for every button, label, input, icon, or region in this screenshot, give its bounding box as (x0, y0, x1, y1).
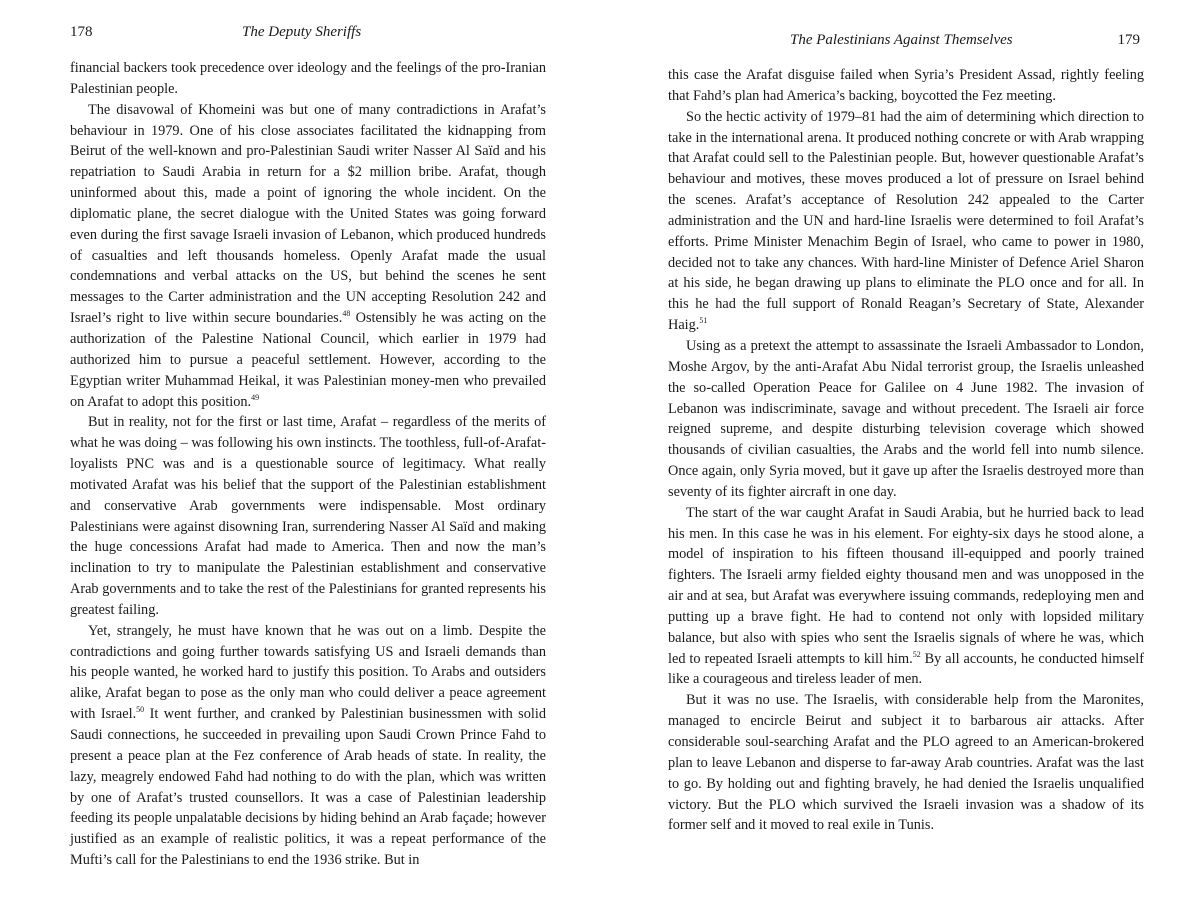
paragraph-text: But it was no use. The Israelis, with considerable help from the Maronites, managed to encircle Beirut and subject it to barbarous air attacks. After considerable soul-searching Arafat and the PLO agreed to an American-brokered plan to leave Lebanon and disperse to far-away Arab countries. Arafat was the last to go. By holding out and fighting bravely, he had denied the Israelis unqualified victory. But the PLO which survived the Israeli invasion was a shadow of its former self and it moved to real exile in Tunis. (668, 692, 1144, 834)
footnote-ref[interactable]: 52 (912, 649, 921, 659)
running-head: The Palestinians Against Themselves (790, 32, 1013, 48)
paragraph (70, 621, 546, 871)
footnote-ref[interactable]: 50 (136, 705, 145, 715)
paragraph-text: financial backers took precedence over ideology and the feelings of the pro-Iranian Palestinian people. (70, 60, 546, 97)
left-page-body (70, 58, 546, 871)
paragraph-text: The disavowal of Khomeini was but one of many contradictions in Arafat’s behaviour in 1979. One of his close associates facilitated the kidnapping from Beirut of the well-known and pro-Palestinian Saudi writer Nasser Al Saïd and his repatriation to Saudi Arabia in return for a $2 million bribe. Arafat, though uninformed about this, made a point of ignoring the whole incident. On the diplomatic plane, the secret dialogue with the United States was going forward even during the first savage Israeli invasion of Lebanon, which produced hundreds of casualties and left thousands homeless. Openly Arafat made the usual condemnations and verbal attacks on the US, but behind the scenes he sent messages to the Carter administration and the UN accepting Resolution 242 and Israel’s right to live within secure boundaries. (70, 101, 546, 327)
paragraph-text: Ostensibly he was acting on the authorization of the Palestine National Council, which earlier in 1979 had authorized him to pursue a peaceful settlement. However, according to the Egyptian writer Muhammad Heikal, it was Palestinian money-men who prevailed on Arafat to adopt this position. (70, 310, 546, 410)
paragraph-text: Using as a pretext the attempt to assassinate the Israeli Ambassador to London, Moshe Argov, by the anti-Arafat Abu Nidal terrorist group, the Israelis unleashed the so-called Operation Peace for Galilee on 4 June 1982. The invasion of Lebanon was indiscriminate, savage and without precedent. The Israeli air force reigned supreme, and despite disturbing television coverage which showed thousands of civilian casualties, the Arabs and the world fell into numb silence. Once again, only Syria moved, but it gave up after the Israelis destroyed more than seventy of its fighter aircraft in one day. (668, 337, 1144, 500)
left-page-header (70, 24, 546, 48)
paragraph-text: Yet, strangely, he must have known that he was out on a limb. Despite the contradictions and going further towards satisfying US and Israeli demands than his people wanted, he worked hard to justify this position. To Arabs and outsiders alike, Arafat began to pose as the only man who could deliver a peace agreement with Israel. (70, 622, 546, 723)
paragraph (668, 503, 1144, 691)
footnote-ref[interactable]: 49 (251, 392, 260, 402)
paragraph (668, 65, 1144, 107)
paragraph (668, 690, 1144, 836)
paragraph (668, 107, 1144, 336)
right-page-header (668, 32, 1144, 56)
running-head: The Deputy Sheriffs (242, 24, 362, 40)
paragraph-text: But in reality, not for the first or last time, Arafat – regardless of the merits of what he was doing – was following his own instincts. The toothless, full-of-Arafat-loyalists PNC was and is a questionable source of legitimacy. What really motivated Arafat was his belief that the support of the Palestinian establishment and conservative Arab governments were indispensable. Most ordinary Palestinians were against disowning Iran, surrendering Nasser Al Saïd and making the huge concessions Arafat had made to America. Then and now the man’s inclination to try to manipulate the Palestinian establishment and conservative Arab governments and to take the rest of the Palestinians for granted represents his greatest failing. (70, 414, 546, 618)
paragraph-text: By all accounts, he conducted himself like a courageous and tireless leader of men. (668, 650, 1144, 688)
paragraph (70, 412, 546, 620)
paragraph-text: It went further, and cranked by Palestinian businessmen with solid Saudi connections, he succeeded in prevailing upon Saudi Crown Prince Fahd to present a peace plan at the Fez conference of Arab heads of state. In reality, the lazy, meagrely endowed Fahd had nothing to do with the plan, which was written by one of Arafat’s trusted counsellors. It was a case of Palestinian leadership feeding its people unpalatable decisions by hiding behind an Arab façade; however justified as an example of realistic politics, it was a repeat performance of the Mufti’s call for the Palestinians to end the 1936 strike. But in (70, 706, 546, 869)
right-page-body (668, 65, 1144, 836)
footnote-ref[interactable]: 51 (699, 316, 708, 326)
paragraph (70, 58, 546, 100)
paragraph-text: So the hectic activity of 1979–81 had the aim of determining which direction to take in the international arena. It produced nothing concrete or with Arab wrapping that Arafat could sell to the Palestinian people. But, however questionable Arafat’s behaviour and motives, these moves produced a lot of pressure on Israel behind the scenes. Arafat’s acceptance of Resolution 242 appealed to the Carter administration and the UN and hard-line Israelis were determined to foil Arafat’s efforts. Prime Minister Menachim Begin of Israel, who came to power in 1980, decided not to take any chances. With hard-line Minister of Defence Ariel Sharon at his side, he began drawing up plans to eliminate the PLO once and for all. In this he had the full support of Ronald Reagan’s Secretary of State, Alexander Haig. (668, 108, 1144, 334)
paragraph-text: The start of the war caught Arafat in Saudi Arabia, but he hurried back to lead his men. In this case he was in his element. For eighty-six days he stood alone, a model of inspiration to his fifteen thousand ill-equipped and poorly trained fighters. The Israeli army fielded eighty thousand men and was unopposed in the air and at sea, but Arafat was everywhere issuing commands, redeploying men and putting up a brave fight. He had to contend not only with lopsided military balance, but also with spies who sent the Israelis signals of where he was, which led to repeated Israeli attempts to kill him. (668, 504, 1144, 667)
paragraph-text: this case the Arafat disguise failed when Syria’s President Assad, rightly feeling that Fahd’s plan had America’s backing, boycotted the Fez meeting. (668, 67, 1144, 104)
paragraph (668, 336, 1144, 503)
page-number: 179 (1117, 32, 1140, 48)
page-number: 178 (70, 24, 93, 40)
paragraph (70, 100, 546, 413)
footnote-ref[interactable]: 48 (342, 309, 351, 319)
